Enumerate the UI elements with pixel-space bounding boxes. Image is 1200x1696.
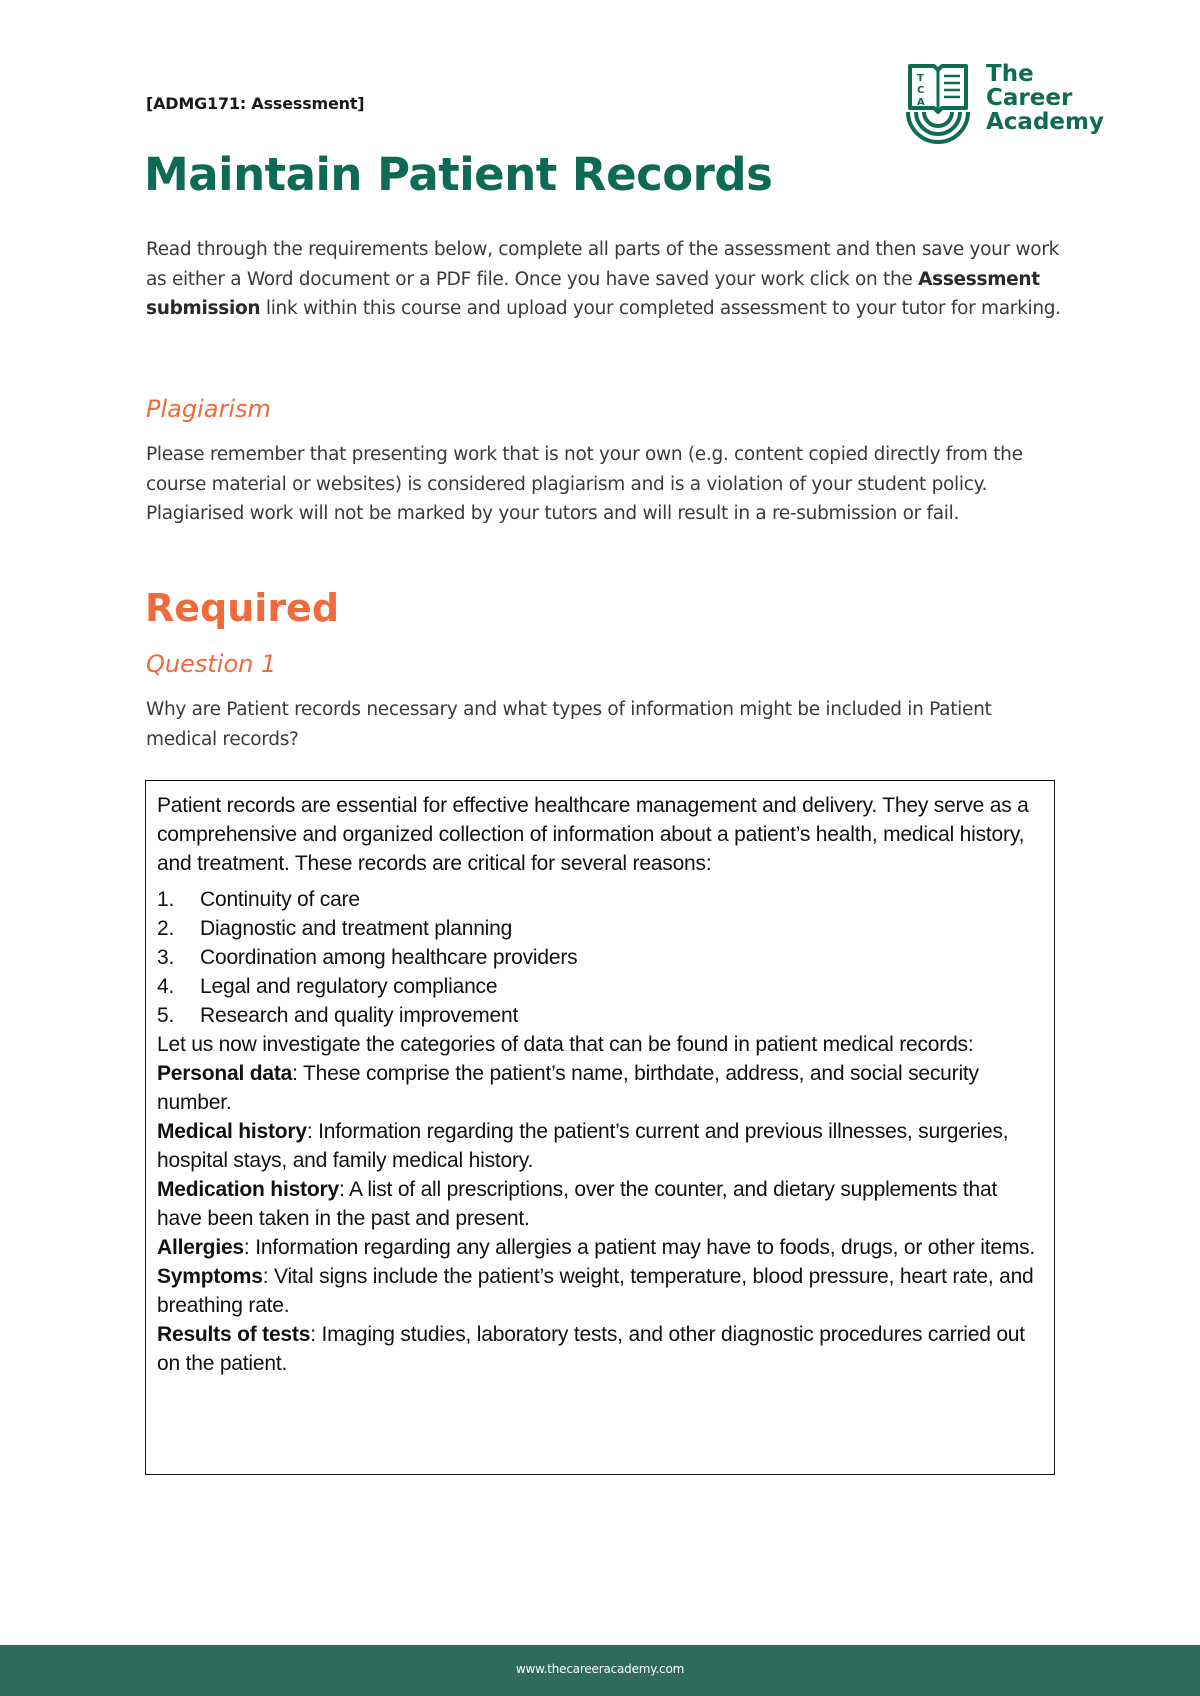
category-label: Medical history [157,1120,307,1143]
svg-text:C: C [917,85,925,96]
category-medication-history [157,1175,1044,1233]
logo-line-2: Career [986,85,1073,111]
category-label: Medication history [157,1178,339,1201]
list-number: 2. [157,917,175,940]
intro-text-before: Read through the requirements below, complete all parts of the assessment and then save your work as either a Word document or a PDF file. Once you have saved your work click on the [146,239,1060,290]
plagiarism-paragraph-1: Please remember that presenting work that is not your own (e.g. content copied directly from the course material or websites) is considered plagiarism and is a violation of your student policy. [146,444,1023,495]
category-label: Personal data [157,1062,293,1085]
intro-paragraph [146,235,1066,324]
book-emblem-icon [904,62,972,146]
reasons-list [157,885,1044,1030]
svg-text:T: T [917,73,924,84]
list-number: 5. [157,1004,175,1027]
answer-box[interactable] [145,780,1055,1475]
plagiarism-body [146,440,1066,529]
list-item [157,972,1044,1001]
list-number: 1. [157,888,175,911]
intro-text-after: link within this course and upload your completed assessment to your tutor for marking. [260,298,1061,319]
list-text: Legal and regulatory compliance [200,975,498,998]
answer-intro: Patient records are essential for effective healthcare management and delivery. They serve as a comprehensive and organized collection of information about a patient’s health, medical history, and treatment. These records are critical for several reasons: [157,794,1029,875]
category-symptoms [157,1262,1044,1320]
list-text: Research and quality improvement [200,1004,519,1027]
logo-wordmark [986,62,1104,134]
footer-bar [0,1645,1200,1696]
list-item [157,943,1044,972]
career-academy-logo [904,60,1124,146]
category-text: : These comprise the patient’s name, birthdate, address, and social security number. [157,1062,979,1114]
plagiarism-paragraph-2: Plagiarised work will not be marked by your tutors and will result in a re-submission or fail. [146,503,960,524]
list-text: Diagnostic and treatment planning [200,917,513,940]
assessment-submission-link-text: Assessment submission [146,268,1040,319]
category-allergies [157,1233,1044,1262]
required-heading: Required [145,586,340,630]
list-text: Coordination among healthcare providers [200,946,578,969]
category-results-of-tests [157,1320,1044,1378]
list-text: Continuity of care [200,888,360,911]
list-number: 3. [157,946,175,969]
category-label: Results of tests [157,1323,311,1346]
footer-website-link[interactable]: www.thecareeracademy.com [515,1662,685,1676]
category-text: : Vital signs include the patient’s weight, temperature, blood pressure, heart rate, and breathing rate. [157,1265,1034,1317]
list-number: 4. [157,975,175,998]
list-item [157,885,1044,914]
question-heading: Question 1 [146,650,277,678]
question-text: Why are Patient records necessary and what types of information might be included in Patient medical records? [146,699,992,750]
list-item [157,1001,1044,1030]
category-label: Allergies [157,1236,244,1259]
svg-text:A: A [917,97,925,108]
logo-line-1: The [986,61,1034,87]
logo-line-3: Academy [986,109,1104,135]
plagiarism-heading: Plagiarism [146,395,271,423]
page-title: Maintain Patient Records [144,148,773,201]
category-personal-data [157,1059,1044,1117]
category-text: : Information regarding any allergies a patient may have to foods, drugs, or other items. [243,1236,1036,1259]
document-header-tag: [ADMG171: Assessment] [146,94,365,113]
category-medical-history [157,1117,1044,1175]
category-text: : A list of all prescriptions, over the counter, and dietary supplements that have been taken in the past and present. [157,1178,998,1230]
category-text: : Imaging studies, laboratory tests, and other diagnostic procedures carried out on the patient. [157,1323,1025,1375]
category-text: : Information regarding the patient’s current and previous illnesses, surgeries, hospital stays, and family medical history. [157,1120,1009,1172]
category-label: Symptoms [157,1265,263,1288]
answer-transition: Let us now investigate the categories of data that can be found in patient medical records: [157,1033,974,1056]
list-item [157,914,1044,943]
